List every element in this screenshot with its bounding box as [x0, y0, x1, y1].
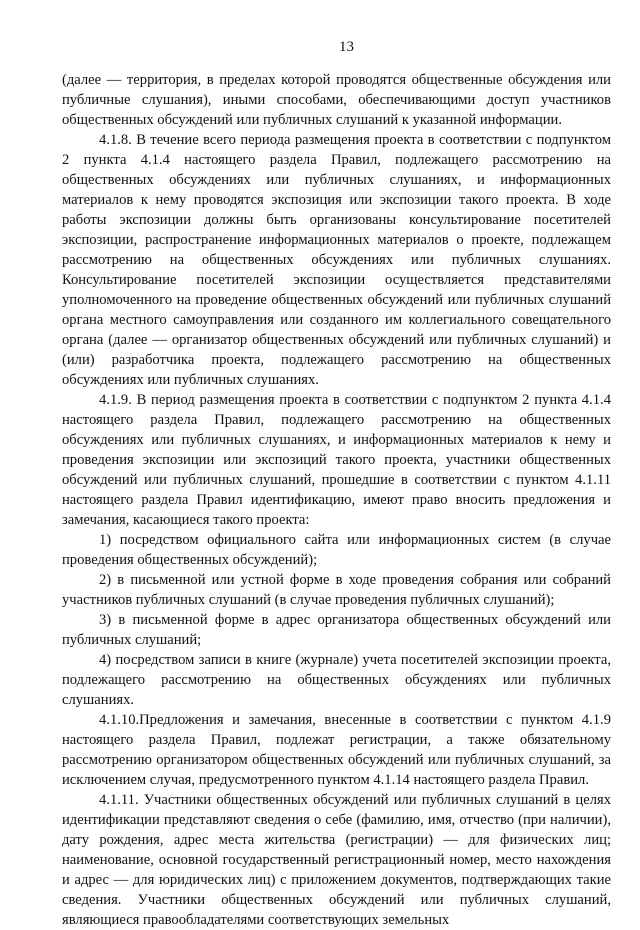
- list-item-4: 4) посредством записи в книге (журнале) учета посетителей экспозиции проекта, подлежащего рассмотрению на общественных обсуждениях или публичных слушаниях.: [62, 652, 611, 708]
- paragraph-4-1-11: 4.1.11. Участники общественных обсуждений или публичных слушаний в целях идентификации представляют сведения о себе (фамилию, имя, отчество (при наличии), дату рождения, адрес места жительства (регистрации) — для физических лиц; наименование, основной государственный регистрационный номер, место нахождения и адрес — для юридических лиц) с приложением документов, подтверждающих такие сведения. Участники общественных обсуждений или публичных слушаний, являющиеся правообладателями соответствующих земельных: [62, 792, 611, 928]
- paragraph-territory-continuation: (далее — территория, в пределах которой проводятся общественные обсуждения или публичные слушания), иными способами, обеспечивающими доступ участников общественных обсуждений или публичных слушаний к указанной информации.: [62, 72, 611, 128]
- paragraph-4-1-8: 4.1.8. В течение всего периода размещения проекта в соответствии с подпунктом 2 пункта 4.1.4 настоящего раздела Правил, подлежащего рассмотрению на общественных обсуждениях или публичных слушаниях, и информационных материалов к нему проводятся экспозиция или экспозиции такого проекта. В ходе работы экспозиции должны быть организованы консультирование посетителей экспозиции, распространение информационных материалов о проекте, подлежащем рассмотрению на общественных обсуждениях или публичных слушаниях. Консультирование посетителей экспозиции осуществляется представителями уполномоченного на проведение общественных обсуждений или публичных слушаний органа местного самоуправления или созданного им коллегиального совещательного органа (далее — организатор общественных обсуждений или публичных слушаний) и (или) разработчика проекта, подлежащего рассмотрению на общественных обсуждениях или публичных слушаниях.: [62, 132, 611, 388]
- list-item-2: 2) в письменной или устной форме в ходе проведения собрания или собраний участников публичных слушаний (в случае проведения публичных слушаний);: [62, 572, 611, 608]
- paragraph-4-1-9: 4.1.9. В период размещения проекта в соответствии с подпунктом 2 пункта 4.1.4 настоящего раздела Правил, подлежащего рассмотрению на общественных обсуждениях или публичных слушаниях, и информационных материалов к нему и проведения экспозиции или экспозиций такого проекта, участники общественных обсуждений или публичных слушаний, прошедшие в соответствии с пунктом 4.1.11 настоящего раздела Правил идентификацию, имеют право вносить предложения и замечания, касающиеся такого проекта:: [62, 392, 611, 528]
- list-item-3: 3) в письменной форме в адрес организатора общественных обсуждений или публичных слушаний;: [62, 612, 611, 648]
- page-number: 13: [339, 39, 354, 55]
- paragraph-4-1-10: 4.1.10.Предложения и замечания, внесенные в соответствии с пунктом 4.1.9 настоящего раздела Правил, подлежат регистрации, а также обязательному рассмотрению организатором общественных обсуждений или публичных слушаний, за исключением случая, предусмотренного пунктом 4.1.14 настоящего раздела Правил.: [62, 712, 611, 788]
- list-item-1: 1) посредством официального сайта или информационных систем (в случае проведения общественных обсуждений);: [62, 532, 611, 568]
